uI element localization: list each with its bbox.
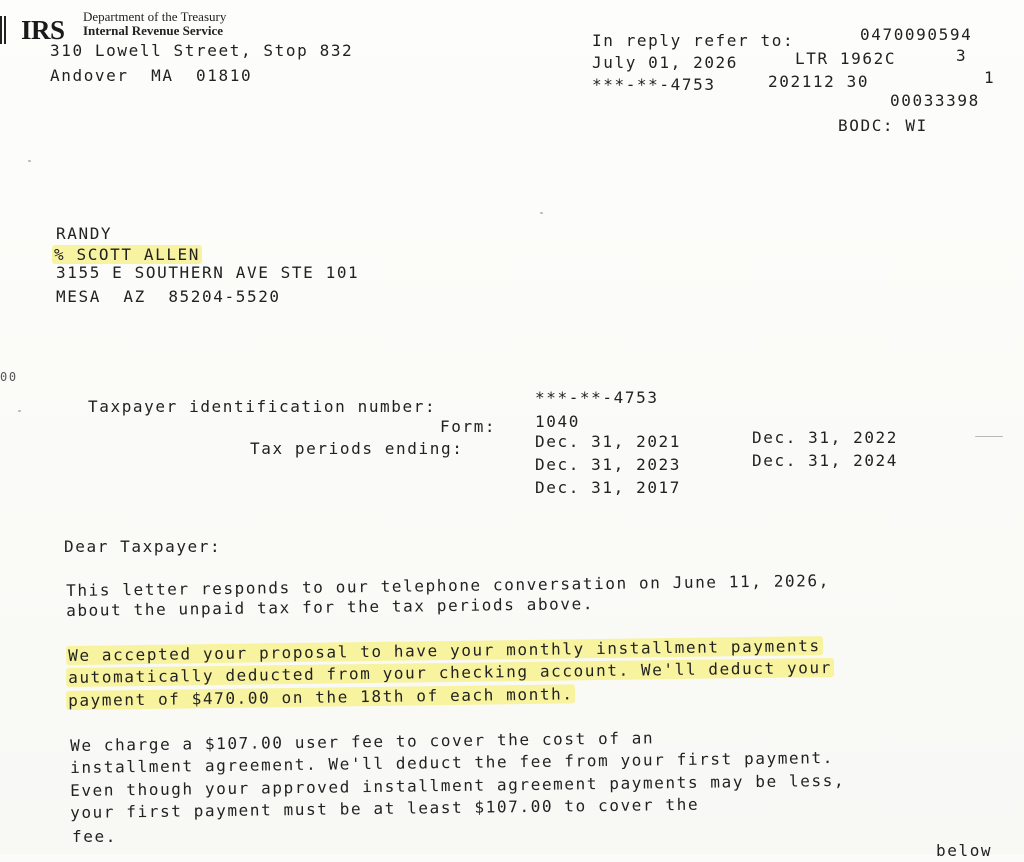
paragraph-3-line-2: installment agreement. We'll deduct the fee from your first payment.	[70, 748, 835, 777]
paragraph-3-line-1: We charge a $107.00 user fee to cover the cost of an	[70, 728, 655, 755]
scan-speck	[540, 212, 543, 214]
scan-speck	[18, 410, 21, 412]
recipient-care-of-text: % SCOTT ALLEN	[54, 245, 201, 264]
cutoff-text: below	[936, 841, 993, 860]
tax-period: Dec. 31, 2022	[752, 428, 899, 447]
irs-logo-text: IRS	[21, 15, 65, 45]
page-number: 3	[956, 46, 968, 65]
periods-label: Tax periods ending:	[250, 439, 464, 458]
department-name: Department of the Treasury	[83, 9, 227, 24]
tin-label: Taxpayer identification number:	[88, 397, 437, 416]
recipient-name: RANDY	[56, 224, 113, 243]
sender-address-line1: 310 Lowell Street, Stop 832	[50, 41, 354, 60]
tin-value: ***-**-4753	[535, 388, 659, 407]
salutation: Dear Taxpayer:	[64, 537, 222, 556]
eagle-icon	[0, 16, 20, 44]
reply-number: 0470090594	[860, 25, 973, 44]
paragraph-3-line-4: your first payment must be at least $107.00 to cover the	[70, 794, 700, 822]
sender-address-line2: Andover MA 01810	[50, 66, 253, 85]
scan-speck	[28, 160, 31, 162]
reference-count: 1	[984, 68, 996, 87]
form-label: Form:	[440, 417, 497, 436]
letter-date: July 01, 2026	[592, 53, 739, 72]
highlighted-text: automatically deducted from your checking account. We'll deduct your	[68, 657, 833, 687]
reference-ssn: ***-**-4753	[592, 75, 716, 94]
reference-code: 202112 30	[768, 72, 870, 91]
paragraph-3-line-3: Even though your approved installment agreement payments may be less,	[70, 770, 846, 800]
bodc-code: BODC: WI	[838, 116, 928, 135]
form-value: 1040	[535, 412, 580, 431]
tax-period: Dec. 31, 2024	[752, 451, 899, 470]
recipient-city: MESA AZ 85204-5520	[56, 287, 281, 306]
tax-period: Dec. 31, 2023	[535, 455, 682, 474]
scan-speck	[975, 436, 1003, 437]
highlighted-text: payment of $470.00 on the 18th of each month.	[68, 684, 574, 710]
paragraph-3-line-5: fee.	[72, 827, 117, 846]
tax-period: Dec. 31, 2017	[535, 478, 682, 497]
document-number: 00033398	[890, 91, 980, 110]
reply-label: In reply refer to:	[592, 31, 795, 50]
letter-code: LTR 1962C	[795, 49, 897, 68]
margin-mark: 00	[0, 370, 18, 384]
paragraph-1-line-2: about the unpaid tax for the tax periods above.	[66, 594, 595, 620]
recipient-street: 3155 E SOUTHERN AVE STE 101	[56, 263, 360, 282]
tax-period: Dec. 31, 2021	[535, 432, 682, 451]
irs-letterhead-lines	[83, 10, 226, 38]
paragraph-1-line-1: This letter responds to our telephone conversation on June 11, 2026,	[66, 571, 831, 600]
service-name: Internal Revenue Service	[83, 23, 224, 38]
highlighted-text: We accepted your proposal to have your monthly installment payments	[68, 636, 821, 665]
